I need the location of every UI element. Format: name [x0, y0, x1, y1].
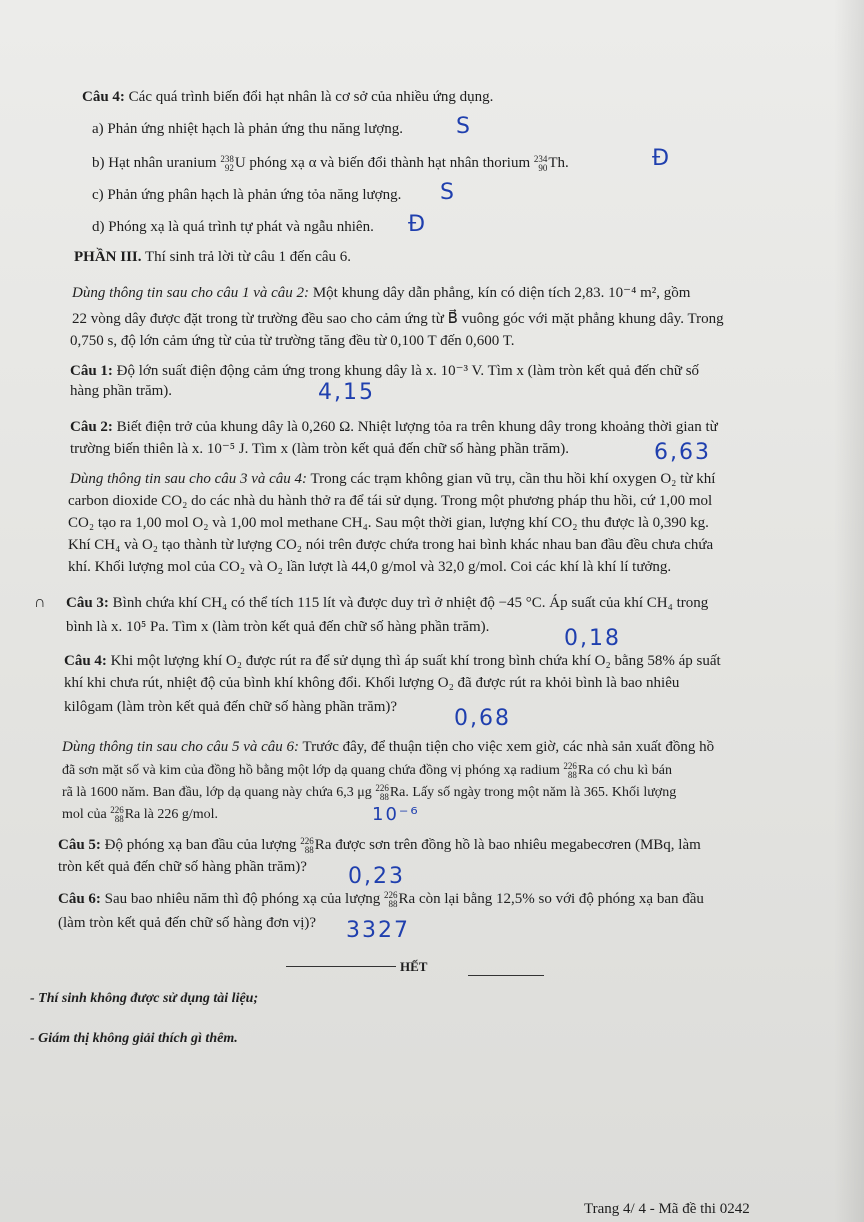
isotope-ra: 226 88 — [375, 783, 389, 802]
intro56-line4: mol của 226 88 Ra là 226 g/mol. — [62, 805, 219, 824]
c4-line2: khí khi chưa rút, nhiệt độ của bình khí không đổi. Khối lượng O₂ đã được rút ra khỏi bình là bao nhiêu — [64, 675, 680, 691]
end-label: HẾT — [400, 959, 428, 974]
part3-heading: PHẦN III. Thí sinh trả lời từ câu 1 đến câu 6. — [74, 249, 352, 265]
q4-text: Các quá trình biến đổi hạt nhân là cơ sở của nhiều ứng dụng. — [128, 89, 494, 105]
c6-line2: (làm tròn kết quả đến chữ số hàng đơn vị)? — [58, 915, 317, 931]
intro56-line2: đã sơn mặt số và kim của đồng hồ bằng một lớp dạ quang chứa đồng vị phóng xạ radium 226 88 Ra có chu kì bán — [62, 761, 673, 780]
intro34-line1: Dùng thông tin sau cho câu 3 và câu 4: Trong các trạm không gian vũ trụ, cần thu hồi khí oxygen O₂ từ khí — [70, 471, 716, 487]
note-2: - Giám thị không giải thích gì thêm. — [30, 1031, 238, 1046]
handwritten-note: 10⁻⁶ — [372, 804, 420, 825]
isotope-th: 234 90 — [533, 153, 548, 173]
q4-item-c: c) Phản ứng phân hạch là phản ứng tỏa năng lượng. — [92, 187, 402, 203]
c3-line1: Câu 3: Bình chứa khí CH₄ có thể tích 115 lít và được duy trì ở nhiệt độ −45 °C. Áp suất của khí CH₄ trong — [66, 595, 709, 611]
page-footer: Trang 4/ 4 - Mã đề thi 0242 — [584, 1201, 750, 1217]
answer-q4-b: Đ — [652, 146, 672, 171]
q4-item-a: a) Phản ứng nhiệt hạch là phản ứng thu năng lượng. — [92, 121, 404, 137]
margin-mark: ∩ — [34, 594, 46, 611]
q4-item-b: b) Hạt nhân uranium 238 92 U phóng xạ α và biến đổi thành hạt nhân thorium 234 90 Th. — [92, 153, 569, 173]
answer-c1: 4,15 — [318, 380, 375, 405]
answer-c2: 6,63 — [654, 440, 711, 465]
end-rule-left — [286, 966, 396, 967]
page-edge-shadow — [834, 0, 864, 1222]
c2-line2: trường biến thiên là x. 10⁻⁵ J. Tìm x (làm tròn kết quả đến chữ số hàng phần trăm). — [70, 441, 570, 457]
intro56-line3: rã là 1600 năm. Ban đầu, lớp dạ quang này chứa 6,3 μg 226 88 Ra. Lấy số ngày trong một năm là 365. Khối lượng — [62, 783, 677, 802]
c5-line2: tròn kết quả đến chữ số hàng phần trăm)? — [58, 859, 307, 875]
answer-c3: 0,18 — [564, 626, 621, 651]
c5-line1: Câu 5: Độ phóng xạ ban đầu của lượng 226 88 Ra được sơn trên đồng hồ là bao nhiêu megabecơren (MBq, làm — [58, 835, 701, 855]
intro34-line2: carbon dioxide CO₂ do các nhà du hành thở ra để tái sử dụng. Trong một phương pháp thu hồi, cứ 1,00 mol — [68, 493, 713, 509]
isotope-ra: 226 88 — [563, 761, 577, 780]
intro12-line1: Dùng thông tin sau cho câu 1 và câu 2: Một khung dây dẫn phẳng, kín có diện tích 2,83. 10⁻⁴ m², gồm — [72, 285, 691, 301]
q4-item-d: d) Phóng xạ là quá trình tự phát và ngẫu nhiên. — [92, 219, 374, 235]
answer-q4-c: S — [440, 180, 456, 205]
intro34-line5: khí. Khối lượng mol của CO₂ và O₂ lần lượt là 44,0 g/mol và 32,0 g/mol. Coi các khí là khí lí tưởng. — [68, 559, 672, 575]
end-rule-right — [468, 975, 544, 976]
c2-line1: Câu 2: Biết điện trở của khung dây là 0,260 Ω. Nhiệt lượng tỏa ra trên khung dây trong khoảng thời gian từ — [70, 419, 718, 435]
intro56-line1: Dùng thông tin sau cho câu 5 và câu 6: Trước đây, để thuận tiện cho việc xem giờ, các nhà sản xuất đồng hồ — [62, 739, 715, 755]
q4-label: Câu 4: — [82, 89, 125, 105]
intro34-line3: CO₂ tạo ra 1,00 mol O₂ và 1,00 mol methane CH₄. Sau một thời gian, lượng khí CO₂ thu được là 0,390 kg. — [68, 515, 709, 531]
c3-line2: bình là x. 10⁵ Pa. Tìm x (làm tròn kết quả đến chữ số hàng phần trăm). — [66, 619, 490, 635]
c4-line1: Câu 4: Khi một lượng khí O₂ được rút ra để sử dụng thì áp suất khí trong bình chứa khí O₂ bằng 58% áp suất — [64, 653, 721, 669]
c1-line1: Câu 1: Độ lớn suất điện động cảm ứng trong khung dây là x. 10⁻³ V. Tìm x (làm tròn kết quả đến chữ số — [70, 363, 700, 379]
intro12-line3: 0,750 s, độ lớn cảm ứng từ của từ trường tăng đều từ 0,100 T đến 0,600 T. — [70, 333, 515, 349]
c6-line1: Câu 6: Sau bao nhiêu năm thì độ phóng xạ của lượng 226 88 Ra còn lại bằng 12,5% so với độ phóng xạ ban đầu — [58, 889, 704, 909]
answer-c6: 3327 — [346, 918, 410, 943]
c1-line2: hàng phần trăm). — [70, 383, 173, 399]
intro12-line2: 22 vòng dây được đặt trong từ trường đều sao cho cảm ứng từ B⃗ vuông góc với mặt phẳng khung dây. Trong — [72, 311, 724, 327]
c4-line3: kilôgam (làm tròn kết quả đến chữ số hàng phần trăm)? — [64, 699, 398, 715]
answer-q4-d: Đ — [408, 212, 428, 237]
answer-c4: 0,68 — [454, 706, 511, 731]
answer-q4-a: S — [456, 114, 472, 139]
isotope-ra: 226 88 — [384, 889, 398, 909]
isotope-ra: 226 88 — [300, 835, 314, 855]
answer-c5: 0,23 — [348, 864, 405, 889]
q4-header — [82, 88, 493, 106]
note-1: - Thí sinh không được sử dụng tài liệu; — [30, 991, 259, 1006]
isotope-u: 238 92 — [220, 153, 234, 173]
isotope-ra: 226 88 — [110, 805, 124, 824]
intro34-line4: Khí CH₄ và O₂ tạo thành từ lượng CO₂ nói trên được chứa trong hai bình khác nhau ban đầu đều chưa chứa — [68, 537, 714, 553]
